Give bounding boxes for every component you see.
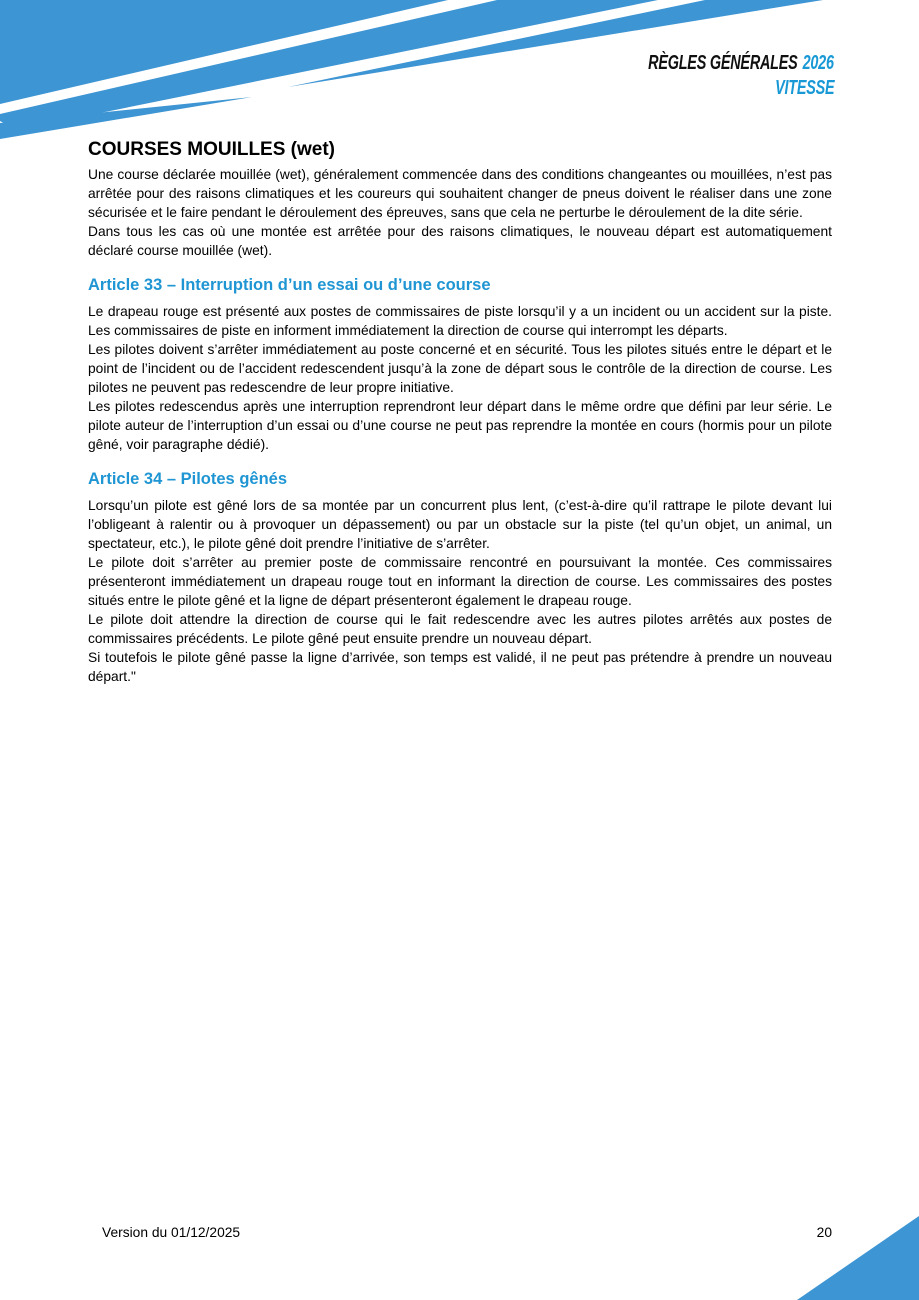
section-heading: COURSES MOUILLES (wet) xyxy=(88,139,336,160)
header-subtitle: VITESSE xyxy=(774,77,834,99)
paragraph: Une course déclarée mouillée (wet), généralement commencée dans des conditions changeantes ou mouillées, n’est pas arrêtée pour des raisons climatiques et les coureurs qui souhaitent changer de pneus doivent le réaliser dans une zone sécurisée et le faire pendant le déroulement des épreuves, sans que cela ne perturbe le déroulement de la dite série. xyxy=(88,167,832,220)
version-label: Version du 01/12/2025 xyxy=(102,1225,241,1240)
paragraph: Le pilote doit s’arrêter au premier poste de commissaire rencontré en poursuivant la montée. Ces commissaires présenteront immédiatement un drapeau rouge tout en informant la direction de course. Les commissaires des postes situés entre le pilote gêné et la ligne de départ présenteront également le drapeau rouge. xyxy=(88,555,832,608)
paragraph: Dans tous les cas où une montée est arrêtée pour des raisons climatiques, le nouveau départ est automatiquement déclaré course mouillée (wet). xyxy=(88,224,832,258)
header-year: 2026 xyxy=(802,52,834,74)
paragraph: Les pilotes doivent s’arrêter immédiatement au poste concerné et en sécurité. Tous les pilotes situés entre le départ et le point de l’incident ou de l’accident redescendent jusqu’à la zone de départ sous le contrôle de la direction de course. Les pilotes ne peuvent pas redescendre de leur propre initiative. xyxy=(88,342,832,395)
paragraph: Si toutefois le pilote gêné passe la ligne d’arrivée, son temps est validé, il ne peut pas prétendre à prendre un nouveau départ." xyxy=(88,650,832,684)
paragraph: Lorsqu’un pilote est gêné lors de sa montée par un concurrent plus lent, (c’est-à-dire qu’il rattrape le pilote devant lui l’obligeant à ralentir ou à provoquer un dépassement) ou par un obstacle sur la piste (tel qu’un objet, un animal, un spectateur, etc.), le pilote gêné doit prendre l’initiative de s’arrêter. xyxy=(88,498,832,551)
page-header xyxy=(576,52,834,99)
paragraph: Le drapeau rouge est présenté aux postes de commissaires de piste lorsqu’il y a un incident ou un accident sur la piste. Les commissaires de piste en informent immédiatement la direction de course qui interrompt les départs. xyxy=(88,304,832,338)
page-number: 20 xyxy=(816,1225,832,1240)
header-title: RÈGLES GÉNÉRALES xyxy=(648,52,798,74)
article-heading: Article 34 – Pilotes gênés xyxy=(88,470,288,488)
header-title-line xyxy=(648,52,834,74)
article-heading: Article 33 – Interruption d’un essai ou d’une course xyxy=(88,276,491,294)
paragraph: Le pilote doit attendre la direction de course qui le fait redescendre avec les autres pilotes arrêtés aux postes de commissaires précédents. Le pilote gêné peut ensuite prendre un nouveau départ. xyxy=(88,612,832,646)
page-footer xyxy=(102,1223,832,1242)
document-body xyxy=(88,139,832,686)
paragraph: Les pilotes redescendus après une interruption reprendront leur départ dans le même ordre que défini par leur série. Le pilote auteur de l’interruption d’un essai ou d’une course ne peut pas reprendre la montée en cours (hormis pour un pilote gêné, voir paragraphe dédié). xyxy=(88,399,832,452)
